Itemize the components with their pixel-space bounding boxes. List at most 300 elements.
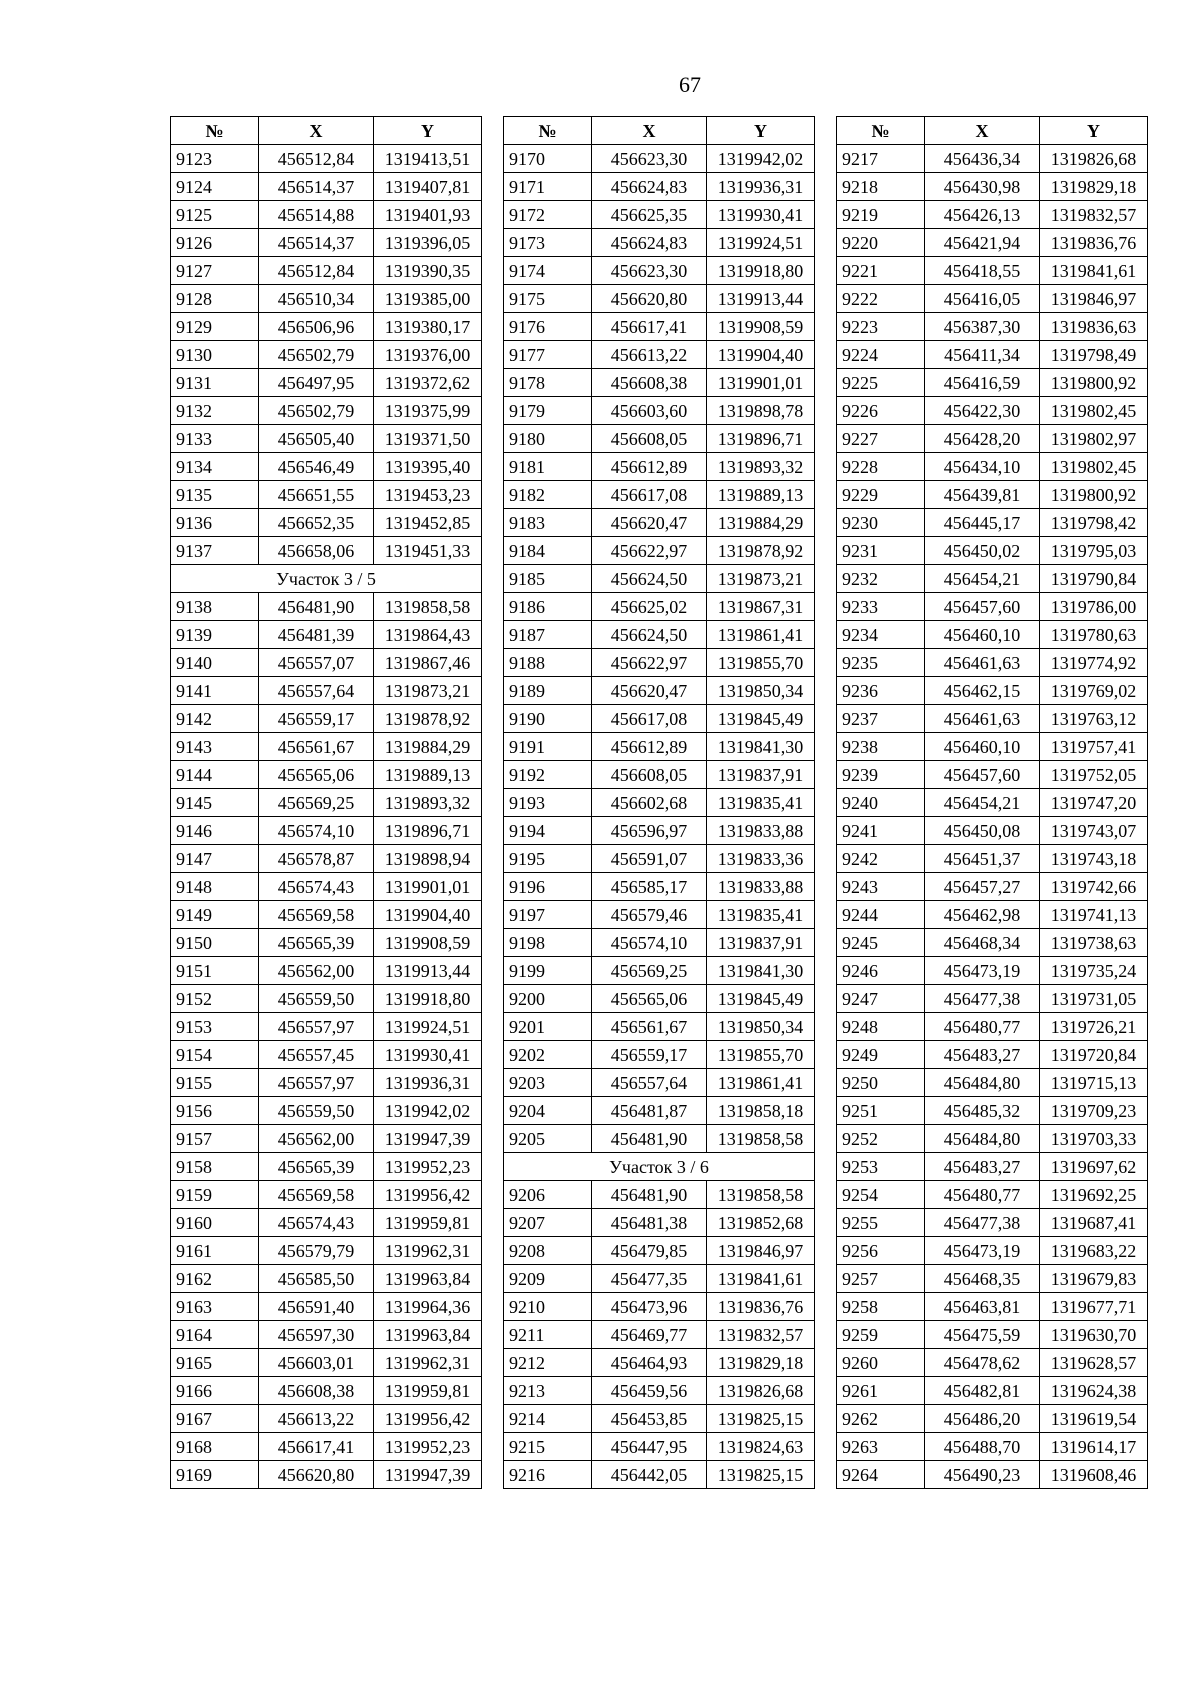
table-row	[504, 593, 815, 621]
x-coordinate-cell: 456625,02	[592, 593, 707, 621]
x-coordinate-cell: 456512,84	[259, 257, 374, 285]
page-number: 67	[679, 72, 701, 97]
table-row	[504, 1461, 815, 1489]
table-row	[837, 1321, 1148, 1349]
table-row	[837, 341, 1148, 369]
table-row	[837, 1405, 1148, 1433]
x-coordinate-cell: 456608,38	[259, 1377, 374, 1405]
point-number-cell: 9183	[504, 509, 592, 537]
y-coordinate-cell: 1319901,01	[707, 369, 815, 397]
table-row	[171, 1377, 482, 1405]
x-coordinate-cell: 456622,97	[592, 537, 707, 565]
y-coordinate-cell: 1319924,51	[374, 1013, 482, 1041]
x-coordinate-cell: 456565,39	[259, 1153, 374, 1181]
x-coordinate-cell: 456453,85	[592, 1405, 707, 1433]
y-coordinate-cell: 1319873,21	[707, 565, 815, 593]
point-number-cell: 9248	[837, 1013, 925, 1041]
table-row	[171, 1433, 482, 1461]
y-coordinate-cell: 1319829,18	[707, 1349, 815, 1377]
y-coordinate-cell: 1319952,23	[374, 1153, 482, 1181]
y-coordinate-cell: 1319372,62	[374, 369, 482, 397]
point-number-cell: 9165	[171, 1349, 259, 1377]
y-coordinate-cell: 1319898,94	[374, 845, 482, 873]
table-row	[171, 229, 482, 257]
point-number-cell: 9207	[504, 1209, 592, 1237]
table-row	[837, 985, 1148, 1013]
x-coordinate-cell: 456483,27	[925, 1041, 1040, 1069]
x-coordinate-cell: 456450,02	[925, 537, 1040, 565]
header-x: X	[925, 117, 1040, 145]
table-row	[837, 1265, 1148, 1293]
y-coordinate-cell: 1319802,97	[1040, 425, 1148, 453]
y-coordinate-cell: 1319846,97	[707, 1237, 815, 1265]
y-coordinate-cell: 1319385,00	[374, 285, 482, 313]
table-row	[171, 509, 482, 537]
x-coordinate-cell: 456569,58	[259, 901, 374, 929]
y-coordinate-cell: 1319738,63	[1040, 929, 1148, 957]
x-coordinate-cell: 456481,90	[592, 1181, 707, 1209]
y-coordinate-cell: 1319947,39	[374, 1125, 482, 1153]
point-number-cell: 9149	[171, 901, 259, 929]
point-number-cell: 9238	[837, 733, 925, 761]
y-coordinate-cell: 1319687,41	[1040, 1209, 1148, 1237]
x-coordinate-cell: 456574,10	[259, 817, 374, 845]
y-coordinate-cell: 1319901,01	[374, 873, 482, 901]
table-row	[171, 649, 482, 677]
point-number-cell: 9158	[171, 1153, 259, 1181]
point-number-cell: 9233	[837, 593, 925, 621]
y-coordinate-cell: 1319614,17	[1040, 1433, 1148, 1461]
point-number-cell: 9251	[837, 1097, 925, 1125]
point-number-cell: 9150	[171, 929, 259, 957]
y-coordinate-cell: 1319884,29	[374, 733, 482, 761]
table-row	[504, 369, 815, 397]
x-coordinate-cell: 456559,17	[259, 705, 374, 733]
x-coordinate-cell: 456486,20	[925, 1405, 1040, 1433]
y-coordinate-cell: 1319709,23	[1040, 1097, 1148, 1125]
table-row	[837, 789, 1148, 817]
y-coordinate-cell: 1319930,41	[707, 201, 815, 229]
y-coordinate-cell: 1319375,99	[374, 397, 482, 425]
x-coordinate-cell: 456480,77	[925, 1013, 1040, 1041]
x-coordinate-cell: 456557,45	[259, 1041, 374, 1069]
y-coordinate-cell: 1319825,15	[707, 1405, 815, 1433]
table-row	[171, 1405, 482, 1433]
point-number-cell: 9218	[837, 173, 925, 201]
table-row	[171, 313, 482, 341]
y-coordinate-cell: 1319858,58	[374, 593, 482, 621]
y-coordinate-cell: 1319802,45	[1040, 397, 1148, 425]
table-row	[504, 1097, 815, 1125]
y-coordinate-cell: 1319858,58	[707, 1181, 815, 1209]
point-number-cell: 9189	[504, 677, 592, 705]
x-coordinate-cell: 456451,37	[925, 845, 1040, 873]
point-number-cell: 9231	[837, 537, 925, 565]
table-row	[504, 1349, 815, 1377]
point-number-cell: 9258	[837, 1293, 925, 1321]
y-coordinate-cell: 1319861,41	[707, 621, 815, 649]
point-number-cell: 9232	[837, 565, 925, 593]
table-row	[171, 425, 482, 453]
x-coordinate-cell: 456439,81	[925, 481, 1040, 509]
point-number-cell: 9206	[504, 1181, 592, 1209]
y-coordinate-cell: 1319731,05	[1040, 985, 1148, 1013]
x-coordinate-cell: 456617,41	[592, 313, 707, 341]
y-coordinate-cell: 1319763,12	[1040, 705, 1148, 733]
y-coordinate-cell: 1319790,84	[1040, 565, 1148, 593]
table-row	[837, 229, 1148, 257]
point-number-cell: 9193	[504, 789, 592, 817]
table-row	[504, 1293, 815, 1321]
point-number-cell: 9162	[171, 1265, 259, 1293]
y-coordinate-cell: 1319825,15	[707, 1461, 815, 1489]
table-row	[504, 817, 815, 845]
point-number-cell: 9226	[837, 397, 925, 425]
y-coordinate-cell: 1319956,42	[374, 1405, 482, 1433]
x-coordinate-cell: 456546,49	[259, 453, 374, 481]
point-number-cell: 9173	[504, 229, 592, 257]
point-number-cell: 9136	[171, 509, 259, 537]
point-number-cell: 9142	[171, 705, 259, 733]
x-coordinate-cell: 456468,35	[925, 1265, 1040, 1293]
x-coordinate-cell: 456442,05	[592, 1461, 707, 1489]
x-coordinate-cell: 456603,60	[592, 397, 707, 425]
point-number-cell: 9217	[837, 145, 925, 173]
point-number-cell: 9130	[171, 341, 259, 369]
header-y: Y	[1040, 117, 1148, 145]
y-coordinate-cell: 1319889,13	[707, 481, 815, 509]
point-number-cell: 9243	[837, 873, 925, 901]
x-coordinate-cell: 456608,05	[592, 761, 707, 789]
x-coordinate-cell: 456462,15	[925, 677, 1040, 705]
table-row	[837, 285, 1148, 313]
point-number-cell: 9133	[171, 425, 259, 453]
x-coordinate-cell: 456482,81	[925, 1377, 1040, 1405]
table-row	[837, 257, 1148, 285]
y-coordinate-cell: 1319845,49	[707, 985, 815, 1013]
y-coordinate-cell: 1319942,02	[374, 1097, 482, 1125]
point-number-cell: 9260	[837, 1349, 925, 1377]
x-coordinate-cell: 456488,70	[925, 1433, 1040, 1461]
x-coordinate-cell: 456613,22	[592, 341, 707, 369]
table-row	[504, 173, 815, 201]
point-number-cell: 9204	[504, 1097, 592, 1125]
table-row	[504, 705, 815, 733]
point-number-cell: 9188	[504, 649, 592, 677]
table-row	[837, 1349, 1148, 1377]
y-coordinate-cell: 1319908,59	[374, 929, 482, 957]
section-title: Участок 3 / 5	[171, 565, 482, 593]
point-number-cell: 9241	[837, 817, 925, 845]
point-number-cell: 9223	[837, 313, 925, 341]
x-coordinate-cell: 456460,10	[925, 621, 1040, 649]
table-row	[171, 761, 482, 789]
x-coordinate-cell: 456457,60	[925, 761, 1040, 789]
table-row	[171, 285, 482, 313]
y-coordinate-cell: 1319898,78	[707, 397, 815, 425]
point-number-cell: 9244	[837, 901, 925, 929]
table-row	[171, 173, 482, 201]
y-coordinate-cell: 1319833,36	[707, 845, 815, 873]
table-row	[504, 425, 815, 453]
table-row	[837, 313, 1148, 341]
x-coordinate-cell: 456461,63	[925, 705, 1040, 733]
table-row	[837, 1237, 1148, 1265]
x-coordinate-cell: 456514,37	[259, 173, 374, 201]
y-coordinate-cell: 1319677,71	[1040, 1293, 1148, 1321]
x-coordinate-cell: 456623,30	[592, 145, 707, 173]
point-number-cell: 9137	[171, 537, 259, 565]
y-coordinate-cell: 1319371,50	[374, 425, 482, 453]
table-row	[837, 1293, 1148, 1321]
point-number-cell: 9225	[837, 369, 925, 397]
x-coordinate-cell: 456617,08	[592, 481, 707, 509]
table-row	[171, 1209, 482, 1237]
table-row	[171, 1181, 482, 1209]
table-row	[171, 1041, 482, 1069]
x-coordinate-cell: 456557,64	[259, 677, 374, 705]
table-row	[171, 1321, 482, 1349]
table-row	[504, 1265, 815, 1293]
table-row	[837, 481, 1148, 509]
y-coordinate-cell: 1319715,13	[1040, 1069, 1148, 1097]
x-coordinate-cell: 456651,55	[259, 481, 374, 509]
point-number-cell: 9124	[171, 173, 259, 201]
x-coordinate-cell: 456462,98	[925, 901, 1040, 929]
y-coordinate-cell: 1319630,70	[1040, 1321, 1148, 1349]
x-coordinate-cell: 456416,05	[925, 285, 1040, 313]
y-coordinate-cell: 1319752,05	[1040, 761, 1148, 789]
y-coordinate-cell: 1319747,20	[1040, 789, 1148, 817]
point-number-cell: 9166	[171, 1377, 259, 1405]
y-coordinate-cell: 1319884,29	[707, 509, 815, 537]
table-row	[504, 229, 815, 257]
x-coordinate-cell: 456574,43	[259, 873, 374, 901]
x-coordinate-cell: 456505,40	[259, 425, 374, 453]
point-number-cell: 9131	[171, 369, 259, 397]
point-number-cell: 9127	[171, 257, 259, 285]
table-row	[837, 565, 1148, 593]
point-number-cell: 9129	[171, 313, 259, 341]
point-number-cell: 9254	[837, 1181, 925, 1209]
y-coordinate-cell: 1319913,44	[707, 285, 815, 313]
point-number-cell: 9178	[504, 369, 592, 397]
y-coordinate-cell: 1319904,40	[707, 341, 815, 369]
y-coordinate-cell: 1319741,13	[1040, 901, 1148, 929]
point-number-cell: 9240	[837, 789, 925, 817]
x-coordinate-cell: 456461,63	[925, 649, 1040, 677]
y-coordinate-cell: 1319826,68	[707, 1377, 815, 1405]
x-coordinate-cell: 456617,41	[259, 1433, 374, 1461]
point-number-cell: 9257	[837, 1265, 925, 1293]
y-coordinate-cell: 1319841,61	[1040, 257, 1148, 285]
table-row	[504, 1321, 815, 1349]
x-coordinate-cell: 456445,17	[925, 509, 1040, 537]
y-coordinate-cell: 1319795,03	[1040, 537, 1148, 565]
y-coordinate-cell: 1319904,40	[374, 901, 482, 929]
table-row	[504, 733, 815, 761]
x-coordinate-cell: 456447,95	[592, 1433, 707, 1461]
point-number-cell: 9191	[504, 733, 592, 761]
point-number-cell: 9151	[171, 957, 259, 985]
x-coordinate-cell: 456481,90	[592, 1125, 707, 1153]
table-row	[504, 1069, 815, 1097]
table-header-row	[837, 117, 1148, 145]
point-number-cell: 9221	[837, 257, 925, 285]
table-row	[171, 1293, 482, 1321]
x-coordinate-cell: 456490,23	[925, 1461, 1040, 1489]
x-coordinate-cell: 456454,21	[925, 789, 1040, 817]
point-number-cell: 9213	[504, 1377, 592, 1405]
table-row	[171, 1013, 482, 1041]
table-row	[837, 1461, 1148, 1489]
point-number-cell: 9187	[504, 621, 592, 649]
point-number-cell: 9167	[171, 1405, 259, 1433]
x-coordinate-cell: 456574,43	[259, 1209, 374, 1237]
table-row	[504, 789, 815, 817]
point-number-cell: 9175	[504, 285, 592, 313]
y-coordinate-cell: 1319852,68	[707, 1209, 815, 1237]
y-coordinate-cell: 1319390,35	[374, 257, 482, 285]
point-number-cell: 9219	[837, 201, 925, 229]
y-coordinate-cell: 1319836,76	[1040, 229, 1148, 257]
table-row	[837, 1125, 1148, 1153]
y-coordinate-cell: 1319735,24	[1040, 957, 1148, 985]
table-row	[171, 1265, 482, 1293]
table-row	[837, 1181, 1148, 1209]
y-coordinate-cell: 1319835,41	[707, 901, 815, 929]
point-number-cell: 9197	[504, 901, 592, 929]
x-coordinate-cell: 456565,39	[259, 929, 374, 957]
table-row	[171, 789, 482, 817]
x-coordinate-cell: 456502,79	[259, 397, 374, 425]
x-coordinate-cell: 456591,40	[259, 1293, 374, 1321]
x-coordinate-cell: 456411,34	[925, 341, 1040, 369]
point-number-cell: 9172	[504, 201, 592, 229]
x-coordinate-cell: 456603,01	[259, 1349, 374, 1377]
table-row	[504, 1125, 815, 1153]
table-row	[837, 621, 1148, 649]
x-coordinate-cell: 456460,10	[925, 733, 1040, 761]
y-coordinate-cell: 1319889,13	[374, 761, 482, 789]
table-row	[171, 985, 482, 1013]
table-row	[171, 1237, 482, 1265]
point-number-cell: 9144	[171, 761, 259, 789]
table-row	[504, 453, 815, 481]
table-row	[837, 145, 1148, 173]
point-number-cell: 9228	[837, 453, 925, 481]
table-row	[171, 341, 482, 369]
y-coordinate-cell: 1319833,88	[707, 817, 815, 845]
table-row	[171, 201, 482, 229]
x-coordinate-cell: 456574,10	[592, 929, 707, 957]
y-coordinate-cell: 1319833,88	[707, 873, 815, 901]
point-number-cell: 9224	[837, 341, 925, 369]
y-coordinate-cell: 1319850,34	[707, 677, 815, 705]
table-row	[504, 985, 815, 1013]
table-row	[837, 1153, 1148, 1181]
x-coordinate-cell: 456480,77	[925, 1181, 1040, 1209]
table-row	[837, 537, 1148, 565]
y-coordinate-cell: 1319924,51	[707, 229, 815, 257]
x-coordinate-cell: 456561,67	[259, 733, 374, 761]
table-row	[837, 1069, 1148, 1097]
point-number-cell: 9126	[171, 229, 259, 257]
x-coordinate-cell: 456481,87	[592, 1097, 707, 1125]
x-coordinate-cell: 456418,55	[925, 257, 1040, 285]
x-coordinate-cell: 456473,19	[925, 957, 1040, 985]
table-row	[171, 705, 482, 733]
y-coordinate-cell: 1319855,70	[707, 1041, 815, 1069]
table-row	[171, 397, 482, 425]
point-number-cell: 9170	[504, 145, 592, 173]
table-row	[504, 1377, 815, 1405]
y-coordinate-cell: 1319867,46	[374, 649, 482, 677]
point-number-cell: 9201	[504, 1013, 592, 1041]
y-coordinate-cell: 1319628,57	[1040, 1349, 1148, 1377]
point-number-cell: 9246	[837, 957, 925, 985]
y-coordinate-cell: 1319720,84	[1040, 1041, 1148, 1069]
point-number-cell: 9200	[504, 985, 592, 1013]
x-coordinate-cell: 456430,98	[925, 173, 1040, 201]
y-coordinate-cell: 1319800,92	[1040, 481, 1148, 509]
point-number-cell: 9190	[504, 705, 592, 733]
x-coordinate-cell: 456387,30	[925, 313, 1040, 341]
x-coordinate-cell: 456620,47	[592, 509, 707, 537]
table-row	[171, 1153, 482, 1181]
table-row	[504, 845, 815, 873]
y-coordinate-cell: 1319798,42	[1040, 509, 1148, 537]
y-coordinate-cell: 1319683,22	[1040, 1237, 1148, 1265]
y-coordinate-cell: 1319918,80	[707, 257, 815, 285]
y-coordinate-cell: 1319858,18	[707, 1097, 815, 1125]
y-coordinate-cell: 1319878,92	[707, 537, 815, 565]
x-coordinate-cell: 456497,95	[259, 369, 374, 397]
table-row	[171, 901, 482, 929]
x-coordinate-cell: 456463,81	[925, 1293, 1040, 1321]
header-number: №	[171, 117, 259, 145]
x-coordinate-cell: 456473,96	[592, 1293, 707, 1321]
x-coordinate-cell: 456478,62	[925, 1349, 1040, 1377]
table-row	[837, 649, 1148, 677]
x-coordinate-cell: 456620,47	[592, 677, 707, 705]
y-coordinate-cell: 1319947,39	[374, 1461, 482, 1489]
y-coordinate-cell: 1319395,40	[374, 453, 482, 481]
x-coordinate-cell: 456608,38	[592, 369, 707, 397]
point-number-cell: 9154	[171, 1041, 259, 1069]
x-coordinate-cell: 456624,83	[592, 173, 707, 201]
x-coordinate-cell: 456483,27	[925, 1153, 1040, 1181]
table-row	[171, 257, 482, 285]
y-coordinate-cell: 1319835,41	[707, 789, 815, 817]
x-coordinate-cell: 456617,08	[592, 705, 707, 733]
table-row	[837, 957, 1148, 985]
y-coordinate-cell: 1319918,80	[374, 985, 482, 1013]
y-coordinate-cell: 1319798,49	[1040, 341, 1148, 369]
table-row	[504, 565, 815, 593]
point-number-cell: 9179	[504, 397, 592, 425]
y-coordinate-cell: 1319401,93	[374, 201, 482, 229]
x-coordinate-cell: 456469,77	[592, 1321, 707, 1349]
table-row	[504, 1433, 815, 1461]
point-number-cell: 9263	[837, 1433, 925, 1461]
point-number-cell: 9247	[837, 985, 925, 1013]
y-coordinate-cell: 1319802,45	[1040, 453, 1148, 481]
x-coordinate-cell: 456620,80	[592, 285, 707, 313]
point-number-cell: 9153	[171, 1013, 259, 1041]
table-row	[837, 817, 1148, 845]
x-coordinate-cell: 456557,64	[592, 1069, 707, 1097]
